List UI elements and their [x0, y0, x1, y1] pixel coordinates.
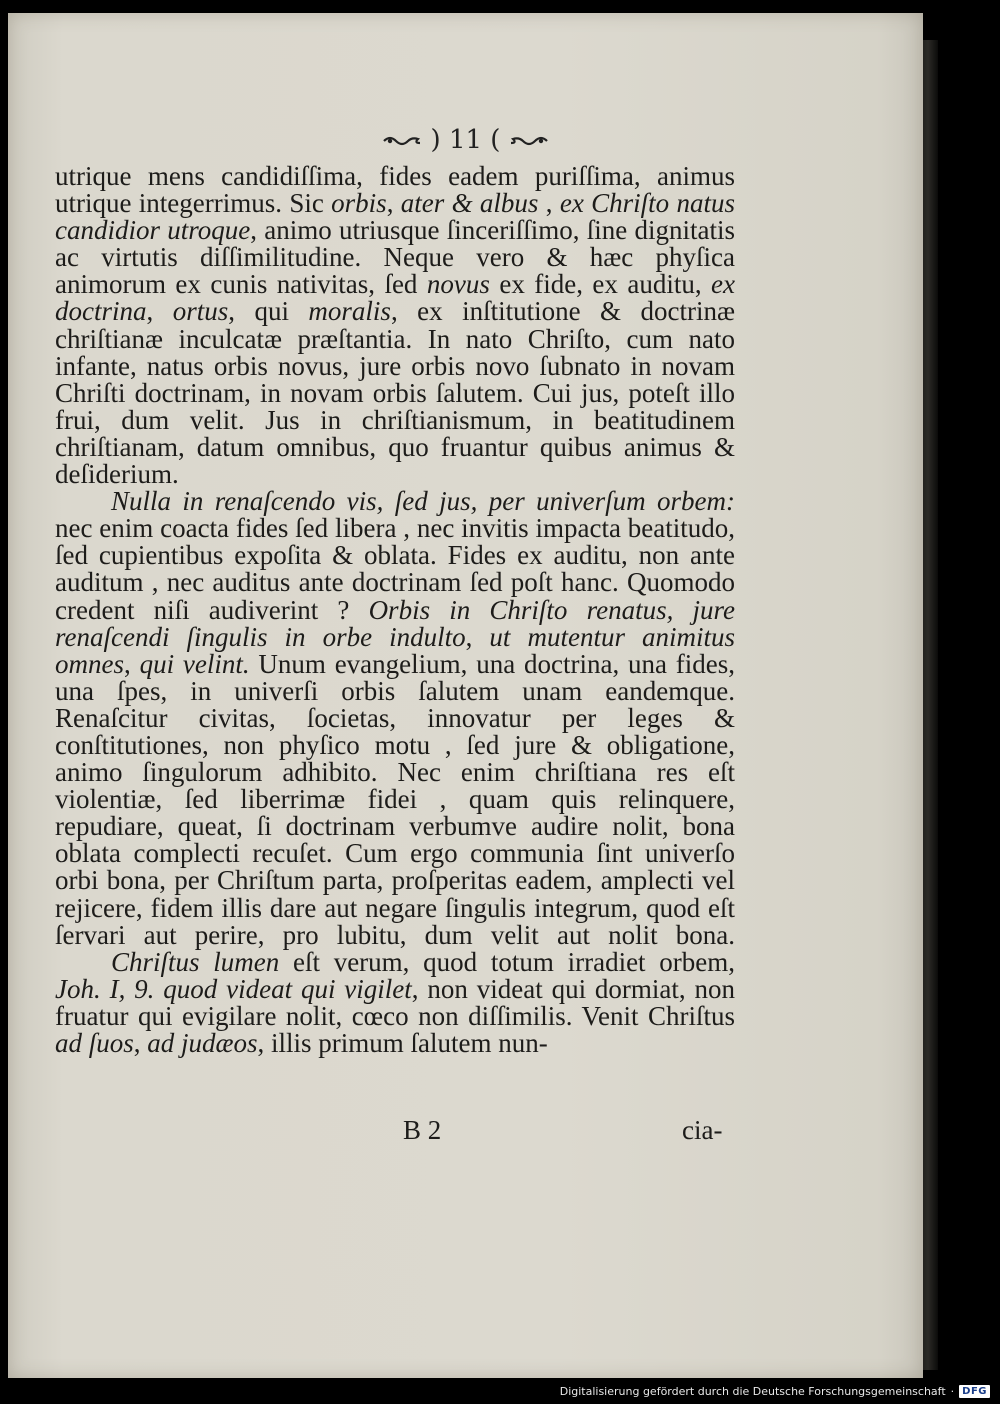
italic-text-run: ex doctrina [55, 269, 735, 327]
italic-text-run: Chriſtus lumen [111, 946, 280, 977]
italic-text-run: Joh. I, 9. quod videat qui vigilet [55, 973, 412, 1004]
signature-mark: B 2 [403, 1115, 442, 1145]
paragraph [55, 163, 735, 488]
catchword: cia- [682, 1115, 723, 1145]
italic-text-run: orbis [331, 188, 387, 219]
paragraph [55, 946, 736, 1058]
text-run: , [133, 1028, 148, 1058]
text-run: utrique mens candidiſſima, fides eadem puriſſima, animus utrique integerrimus. Sic [55, 161, 735, 219]
book-page [8, 13, 923, 1378]
paragraph [55, 488, 735, 949]
dfg-logo: DFG [959, 1385, 990, 1398]
text-run: , [465, 621, 490, 652]
italic-text-run: qui velint. [139, 648, 250, 679]
text-run: , [386, 188, 401, 219]
italic-text-run: moralis [308, 296, 391, 327]
text-run: , [146, 296, 173, 327]
text-run: ex fide, ex auditu, [489, 269, 712, 300]
text-run: , ex inſtitutione & doctrinæ chriſtianæ inculcatæ præſtantia. In nato Chriſto, cum nato infante, natus orbis novus, jure orbis novo ſubnato in novam Chriſti doctrinam, in novam orbis ſalutem. Cui jus, poteſt illo frui, dum velit. Jus in chriſtianismum, in beatitudinem chriſtianam, datum omnibus, quo fruantur quibus animus & deſiderium. [55, 296, 735, 490]
text-run: eſt verum, quod totum irradiet orbem, [279, 946, 736, 977]
text-run: , non videat qui dormiat, non fruatur qui evigilare nolit, cœco non diſſimilis. Venit Chriſtus [55, 973, 736, 1031]
text-run: , illis primum ſalutem nun- [257, 1028, 548, 1058]
separator-dot: · [950, 1385, 955, 1398]
italic-text-run: ut mutentur animitus omnes [55, 621, 735, 679]
credit-text: Digitalisierung gefördert durch die Deutsche Forschungsgemeinschaft [559, 1385, 946, 1398]
text-run: Unum evangelium, una doctrina, una fides, una ſpes, in univerſi orbis ſalutem unam eandemque. Renaſcitur civitas, ſocietas, innovatur per leges & conſtitutiones, non phyſico motu , ſed jure & obligatione, animo ſingulorum adhibito. Nec enim chriſtiana res eſt violentiæ, ſed liberrimæ fidei , quam quis relinquere, repudiare, queat, ſi doctrinam verbumve audire nolit, bona oblata complecti recuſet. Cum ergo communia ſint univerſo orbi bona, per Chriſtum parta, proſperitas eadem, amplecti vel rejicere, fidem illis dare aut negare ſingulis integrum, quod eſt ſervari aut perire, pro lubitu, dum velit aut nolit bona. [55, 648, 736, 950]
italic-text-run: novus [426, 269, 490, 300]
italic-text-run: ater & albus [400, 188, 539, 219]
running-header [8, 125, 923, 155]
page-number: ) 11 ( [430, 125, 501, 155]
italic-text-run: Orbis in Chriſto renatus, jure renaſcendi ſingulis in orbe indulto [55, 594, 735, 652]
italic-text-run: ex Chriſto natus candidior utroque [55, 188, 735, 246]
italic-text-run: ad judæos [147, 1028, 258, 1058]
italic-text-run: ortus [172, 296, 229, 327]
text-run: , qui [228, 296, 309, 327]
italic-text-run: Nulla in renaſcendo vis, ſed jus, per univerſum orbem: [111, 486, 735, 517]
text-run: nec enim coacta fides ſed libera , nec invitis impacta beatitudo, ſed cupientibus expoſita & oblata. Fides ex auditu, non ante auditum , nec auditus ante doctrinam ſed poſt hanc. Quomodo credent niſi audiverint ? [55, 513, 735, 625]
body-text [55, 163, 735, 1057]
digitization-credit [560, 1385, 990, 1398]
text-run: , animo utriusque ſinceriſſimo, ſine dignitatis ac virtutis diſſimilitudine. Neque vero & hæc phyſica animorum ex cunis nativitas, ſed [55, 215, 735, 300]
left-ornament-icon [382, 133, 422, 149]
right-ornament-icon [509, 133, 549, 149]
italic-text-run: ad ſuos [55, 1028, 134, 1058]
text-run: , [124, 648, 140, 679]
text-run: , [538, 188, 560, 219]
